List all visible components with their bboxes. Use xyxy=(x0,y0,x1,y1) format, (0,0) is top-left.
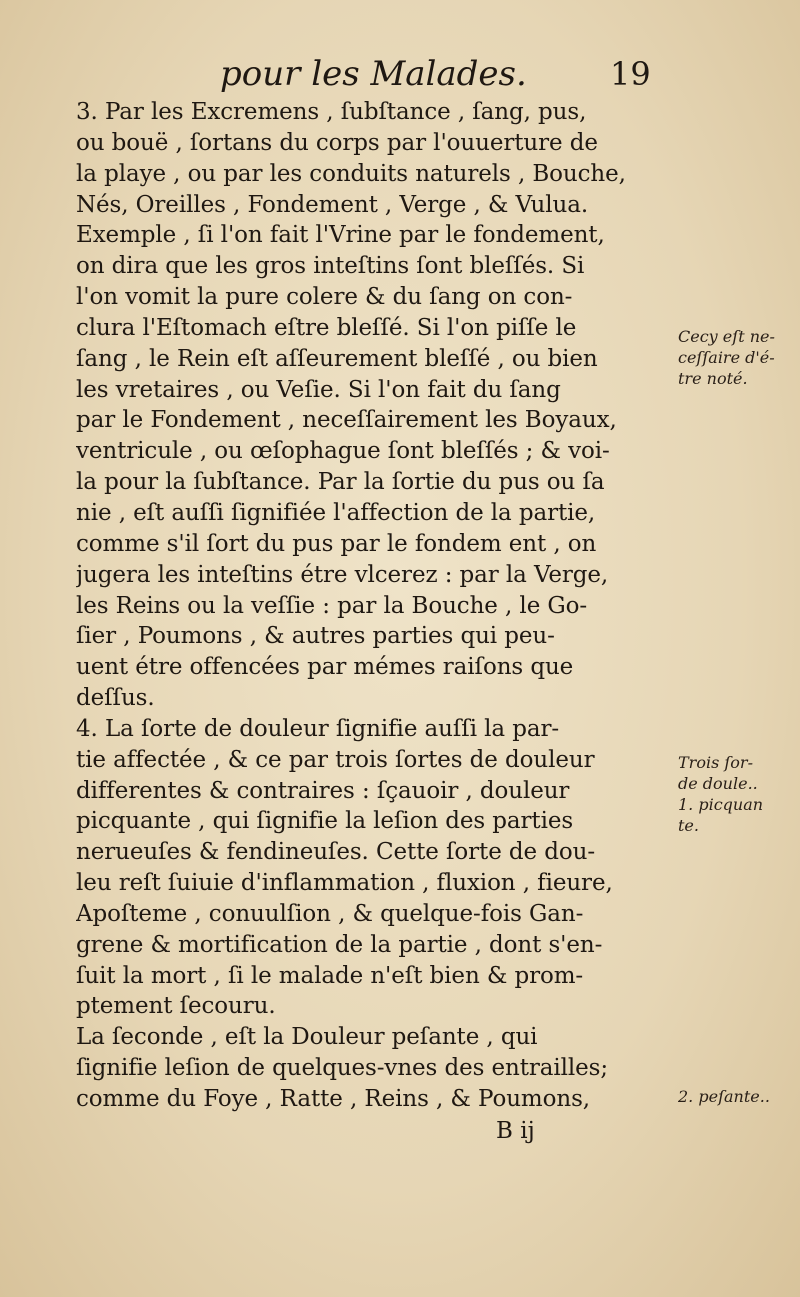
margin-note-line: tre noté. xyxy=(678,369,748,388)
text-line: 3. Par les Excremens , ſubſtance , ſang, pus, xyxy=(76,99,587,125)
margin-note-line: ceſſaire d'é- xyxy=(678,348,775,367)
margin-note-line: 2. peſante.. xyxy=(678,1087,770,1106)
page-number: 19 xyxy=(610,55,651,93)
text-line: la playe , ou par les conduits naturels , Bouche, xyxy=(76,160,626,187)
margin-note-line: te. xyxy=(678,816,699,835)
text-line: ventricule , ou œſophague ſont bleſſés ; & voi- xyxy=(76,438,610,465)
text-line: l'on vomit la pure colere & du ſang on con- xyxy=(76,284,573,311)
signature-mark: B ij xyxy=(496,1117,535,1144)
text-line: leu reſt ſuiuie d'inflammation , fluxion , fieure, xyxy=(76,870,613,897)
text-line: par le Fondement , neceſſairement les Boyaux, xyxy=(76,407,617,434)
text-line: comme du Foye , Ratte , Reins , & Poumons, xyxy=(76,1086,590,1112)
text-line: les Reins ou la veſſie : par la Bouche , le Go- xyxy=(76,592,588,619)
text-line: les vretaires , ou Veſie. Si l'on fait du ſang xyxy=(76,376,561,403)
body-text xyxy=(76,97,656,1147)
text-line: tie affectée , & ce par trois ſortes de douleur xyxy=(76,746,595,773)
margin-note-line: Cecy eſt ne- xyxy=(678,327,775,346)
text-line: grene & mortification de la partie , dont s'en- xyxy=(76,931,603,958)
margin-note-line: 1. picquan xyxy=(678,795,764,814)
text-line: ou bouë , ſortans du corps par l'ouuerture de xyxy=(76,129,598,156)
text-line: jugera les inteſtins étre vlcerez : par la Verge, xyxy=(76,561,609,588)
text-line: picquante , qui ſignifie la leſion des parties xyxy=(76,808,574,835)
text-line: uent étre offencées par mémes raiſons que xyxy=(76,654,574,681)
margin-note-pain-types xyxy=(678,752,796,836)
text-line: ſier , Poumons , & autres parties qui peu- xyxy=(76,623,555,650)
text-line: La ſeconde , eſt la Douleur peſante , qui xyxy=(76,1024,538,1051)
page-header xyxy=(0,52,800,96)
margin-note-line: de doule.. xyxy=(678,774,758,793)
text-line: Apoſteme , conuulſion , & quelque-fois Gan- xyxy=(76,900,584,927)
text-line: differentes & contraires : ſçauoir , douleur xyxy=(76,777,570,804)
text-line: ptement ſecouru. xyxy=(76,993,276,1020)
text-line: clura l'Eſtomach eſtre bleſſé. Si l'on piſſe le xyxy=(76,314,577,341)
text-line: nie , eſt auſſi ſignifiée l'affection de la partie, xyxy=(76,499,596,526)
text-line: Nés, Oreilles , Fondement , Verge , & Vulua. xyxy=(76,191,589,218)
margin-note-heavy-pain xyxy=(678,1086,796,1107)
text-line: deſſus. xyxy=(76,685,155,712)
text-line: nerueuſes & fendineuſes. Cette ſorte de dou- xyxy=(76,839,596,866)
text-line: ſang , le Rein eſt aſſeurement bleſſé , ou bien xyxy=(76,345,598,372)
margin-note-line: Trois ſor- xyxy=(678,753,753,772)
text-line: on dira que les gros inteſtins ſont bleſſés. Si xyxy=(76,253,585,280)
text-line: ſignifie leſion de quelques-vnes des entrailles; xyxy=(76,1055,609,1082)
text-line: 4. La ſorte de douleur ſignifie auſſi la par- xyxy=(76,715,560,742)
margin-note-noteworthy xyxy=(678,326,796,389)
text-line: la pour la ſubſtance. Par la ſortie du pus ou ſa xyxy=(76,469,605,496)
running-title: pour les Malades. xyxy=(220,54,527,94)
text-line: Exemple , ſi l'on fait l'Vrine par le fondement, xyxy=(76,222,605,249)
text-line: comme s'il ſort du pus par le fondem ent , on xyxy=(76,530,597,557)
text-line: ſuit la mort , ſi le malade n'eſt bien & prom- xyxy=(76,962,584,989)
